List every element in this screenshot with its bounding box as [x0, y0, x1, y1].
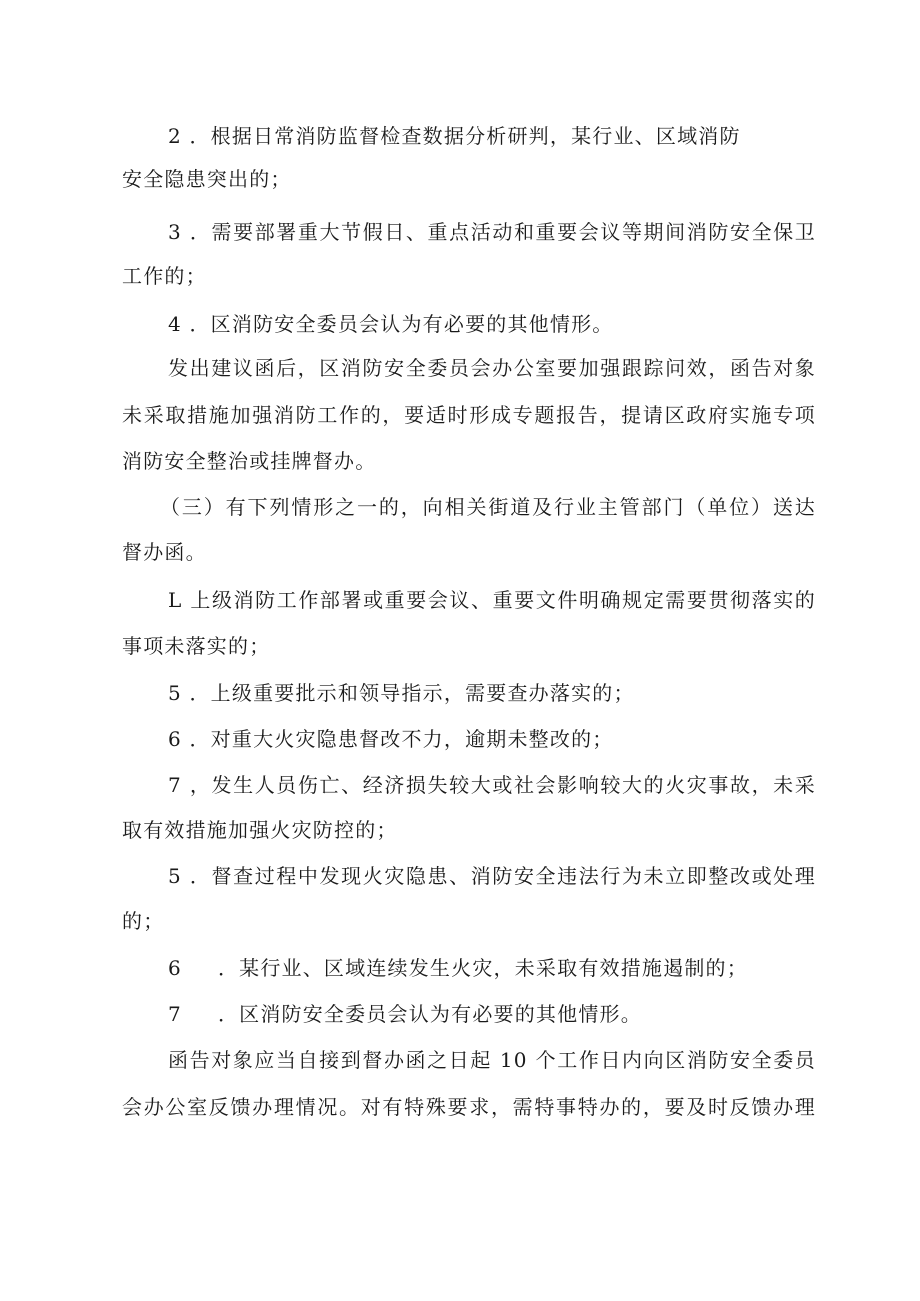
section-3-line-1: （三）有下列情形之一的，向相关街道及行业主管部门（单位）送达: [160, 495, 816, 519]
item-5b-line-1: 5 ．督查过程中发现火灾隐患、消防安全违法行为未立即整改或处理: [168, 864, 816, 888]
item-7b-number: 7: [168, 1002, 182, 1026]
item-5b-line-2: 的；: [122, 909, 165, 933]
item-6b-number: 6: [168, 956, 182, 980]
item-3-line-1: 3 ．需要部署重大节假日、重点活动和重要会议等期间消防安全保卫: [168, 220, 816, 244]
item-7b-line-1: [168, 1000, 642, 1028]
item-6b-line-1: [168, 954, 748, 982]
follow-up-line-1: 发出建议函后，区消防安全委员会办公室要加强跟踪问效，函告对象: [168, 356, 816, 380]
item-2-line-1: 2 ．根据日常消防监督检查数据分析研判，某行业、区域消防: [168, 124, 741, 148]
feedback-line-2: 会办公室反馈办理情况。对有特殊要求，需特事特办的，要及时反馈办理: [122, 1095, 816, 1119]
follow-up-line-2: 未采取措施加强消防工作的，要适时形成专题报告，提请区政府实施专项: [122, 403, 816, 427]
item-6a-line-1: 6 ．对重大火灾隐患督改不力，逾期未整改的；: [168, 727, 614, 751]
item-3-line-2: 工作的；: [122, 264, 207, 288]
item-7a-line-2: 取有效措施加强火灾防控的；: [122, 818, 398, 842]
follow-up-line-3: 消防安全整治或挂牌督办。: [122, 449, 377, 473]
item-4-line-1: 4 ．区消防安全委员会认为有必要的其他情形。: [168, 312, 614, 336]
section-3-line-2: 督办函。: [122, 540, 207, 564]
item-5a-line-1: 5 ．上级重要批示和领导指示，需要查办落实的；: [168, 681, 635, 705]
item-6b-text: ．某行业、区域连续发生火灾，未采取有效措施遏制的；: [217, 956, 748, 980]
feedback-line-1: 函告对象应当自接到督办函之日起 10 个工作日内向区消防安全委员: [168, 1048, 816, 1072]
item-l-line-1: L 上级消防工作部署或重要会议、重要文件明确规定需要贯彻落实的: [168, 588, 816, 612]
item-7a-line-1: 7 ，发生人员伤亡、经济损失较大或社会影响较大的火灾事故，未采: [168, 773, 816, 797]
item-l-line-2: 事项未落实的；: [122, 634, 271, 658]
item-7b-text: ．区消防安全委员会认为有必要的其他情形。: [217, 1002, 642, 1026]
item-2-line-2: 安全隐患突出的；: [122, 167, 292, 191]
